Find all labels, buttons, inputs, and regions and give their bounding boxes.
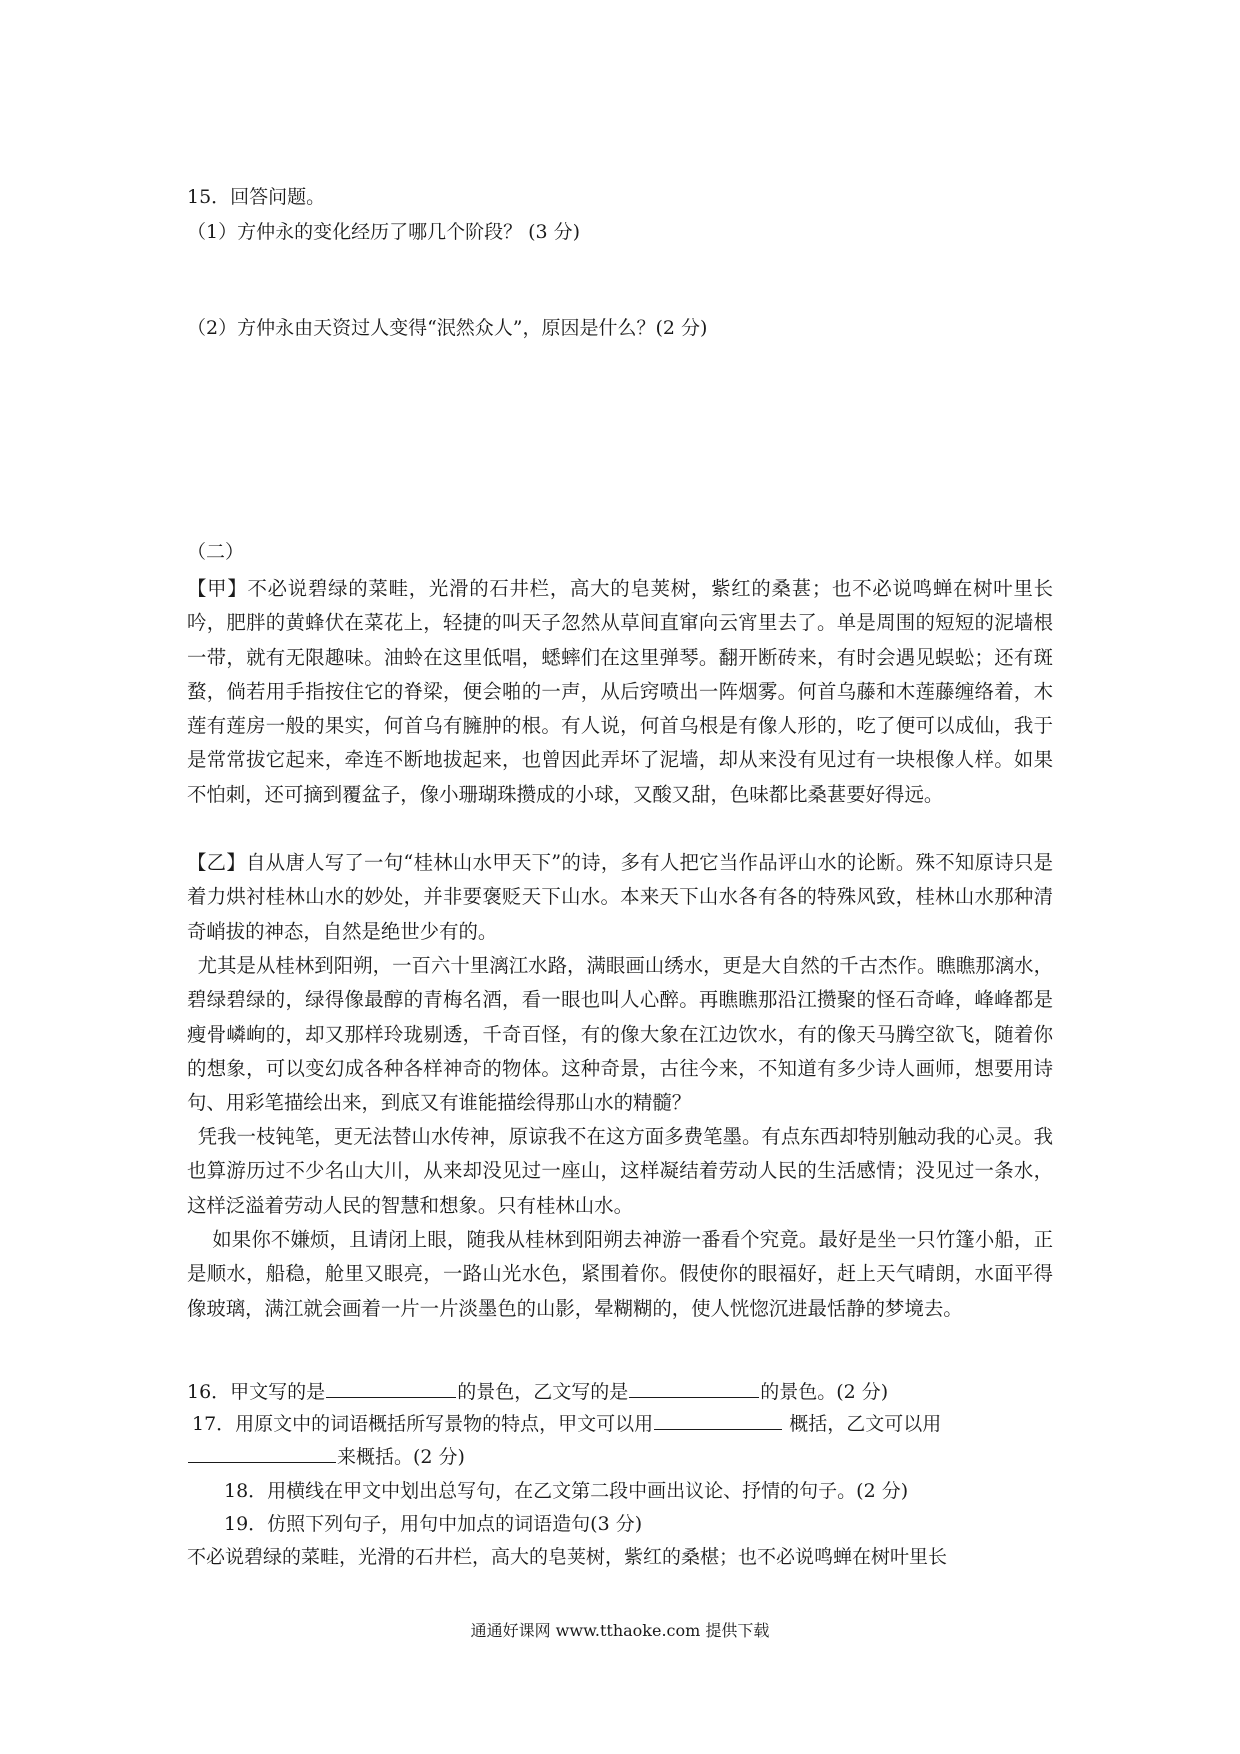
- question-16-text-a: 16．甲文写的是: [187, 1381, 326, 1403]
- question-17-line-1: [192, 1415, 941, 1434]
- question-16-text-c: 的景色。(2 分): [760, 1381, 889, 1403]
- passage-yi-paragraph-4: 如果你不嫌烦，且请闭上眼，随我从桂林到阳朔去神游一番看个究竟。最好是坐一只竹篷小船，正是顺水，船稳，舱里又眼亮，一路山光水色，紧围着你。假使你的眼福好，赶上天气晴朗，水面平得像玻璃，满江就会画着一片一片淡墨色的山影，晕糊糊的，使人恍惚沉进最恬静的梦境去。: [187, 1228, 1053, 1320]
- question-15-title: 15．回答问题。: [187, 186, 326, 208]
- passage-yi-paragraph-2: 尤其是从桂林到阳朔，一百六十里漓江水路，满眼画山绣水，更是大自然的千古杰作。瞧瞧那漓水，碧绿碧绿的，绿得像最醇的青梅名酒，看一眼也叫人心醉。再瞧瞧那沿江攒聚的怪石奇峰，峰峰都是瘦骨嶙峋的，却又那样玲珑剔透，千奇百怪，有的像大象在江边饮水，有的像天马腾空欲飞，随着你的想象，可以变幻成各种各样神奇的物体。这种奇景，古往今来，不知道有多少诗人画师，想要用诗句、用彩笔描绘出来，到底又有谁能描绘得那山水的精髓？: [187, 954, 1053, 1115]
- section-heading: （二）: [187, 541, 245, 563]
- question-15-part-1: （1）方仲永的变化经历了哪几个阶段？ (3 分): [187, 221, 581, 243]
- passage-jia: 【甲】不必说碧绿的菜畦，光滑的石井栏，高大的皂荚树，紫红的桑葚；也不必说鸣蝉在树叶里长吟，肥胖的黄蜂伏在菜花上，轻捷的叫天子忽然从草间直窜向云宵里去了。单是周围的短短的泥墙根一带，就有无限趣味。油蛉在这里低唱，蟋蟀们在这里弹琴。翻开断砖来，有时会遇见蜈蚣；还有斑蝥，倘若用手指按住它的脊梁，便会啪的一声，从后窍喷出一阵烟雾。何首乌藤和木莲藤缠络着，木莲有莲房一般的果实，何首乌有臃肿的根。有人说，何首乌根是有像人形的，吃了便可以成仙，我于是常常拔它起来，牵连不断地拔起来，也曾因此弄坏了泥墙，却从来没有见过有一块根像人样。如果不怕刺，还可摘到覆盆子，像小珊瑚珠攒成的小球，又酸又甜，色味都比桑葚要好得远。: [187, 577, 1053, 806]
- question-17-text-a: 17．用原文中的词语概括所写景物的特点，甲文可以用: [192, 1413, 654, 1435]
- passage-yi-paragraph-3: 凭我一枝钝笔，更无法替山水传神，原谅我不在这方面多费笔墨。有点东西却特别触动我的心灵。我也算游历过不少名山大川，从来却没见过一座山，这样凝结着劳动人民的生活感情；没见过一条水，这样泛溢着劳动人民的智慧和想象。只有桂林山水。: [187, 1125, 1053, 1217]
- passage-yi-paragraph-1: 【乙】自从唐人写了一句“桂林山水甲天下”的诗，多有人把它当作品评山水的论断。殊不知原诗只是着力烘衬桂林山水的妙处，并非要褒贬天下山水。本来天下山水各有各的特殊风致，桂林山水那种清奇峭拔的神态，自然是绝世少有的。: [187, 851, 1053, 943]
- question-17-text-b: 概括，乙文可以用: [783, 1413, 942, 1435]
- page-footer: 通通好课网 www.tthaoke.com 提供下载: [470, 1621, 770, 1640]
- question-18: 18．用横线在甲文中划出总写句，在乙文第二段中画出议论、抒情的句子。(2 分): [224, 1480, 909, 1502]
- answer-blank-17b[interactable]: [188, 1461, 336, 1463]
- answer-blank-16a[interactable]: [326, 1396, 456, 1398]
- question-17-text-c: 来概括。(2 分): [337, 1446, 465, 1468]
- question-16: [187, 1383, 888, 1402]
- question-19: 19．仿照下列句子，用句中加点的词语造句(3 分): [224, 1513, 643, 1535]
- question-17-line-2: [187, 1448, 465, 1467]
- question-15-part-2: （2）方仲永由天资过人变得“泯然众人”，原因是什么？(2 分): [187, 317, 708, 339]
- answer-blank-17a[interactable]: [654, 1428, 782, 1430]
- question-16-text-b: 的景色，乙文写的是: [457, 1381, 629, 1403]
- answer-blank-16b[interactable]: [629, 1396, 759, 1398]
- question-19-sample-sentence: 不必说碧绿的菜畦，光滑的石井栏，高大的皂荚树，紫红的桑椹；也不必说鸣蝉在树叶里长: [187, 1546, 948, 1568]
